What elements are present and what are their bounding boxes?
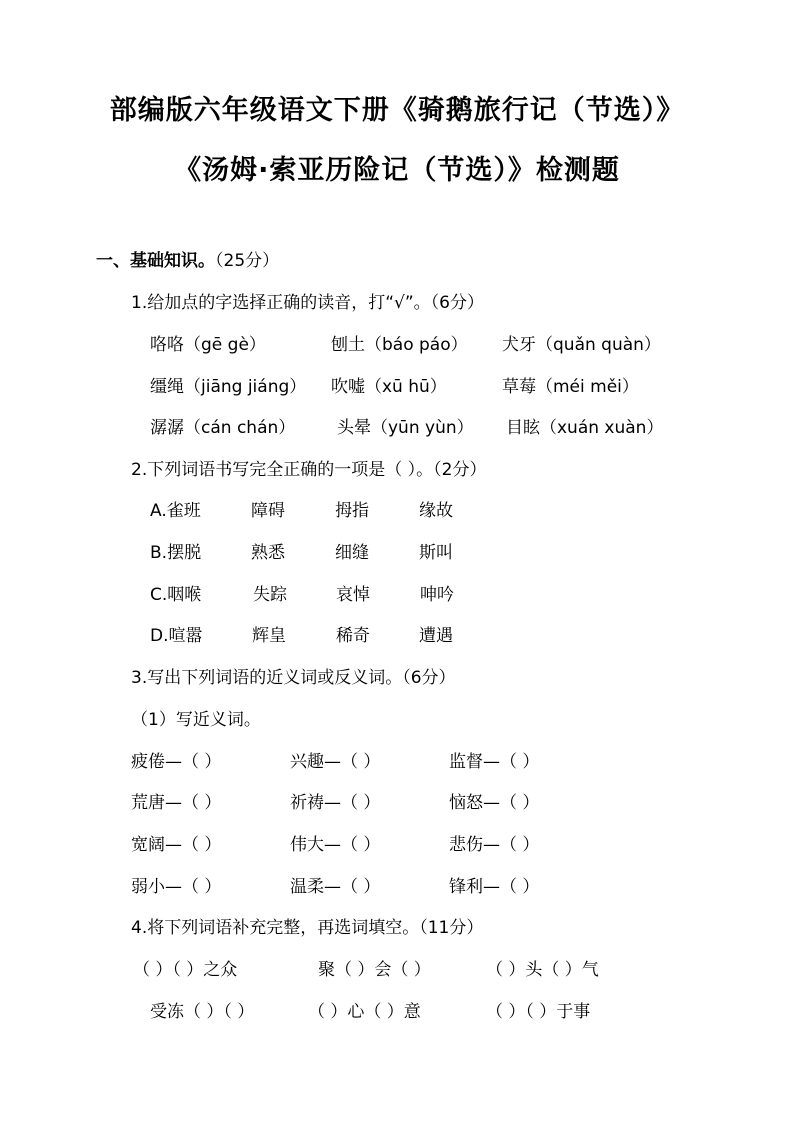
q4-idiom-blank: （ ）心（ ）意: [308, 1002, 421, 1022]
q3-blank: 荒唐—（ ）: [131, 793, 222, 813]
q2-option-d-word: 遭遇: [419, 626, 453, 646]
q2-option-d-word: 稀奇: [336, 626, 370, 646]
q1-item: 目眩（xuán xuàn）: [506, 418, 664, 438]
q2-option-d-word: D.喧嚣: [150, 626, 203, 646]
q4-idiom-blank: （ ）（ ）于事: [486, 1002, 591, 1022]
question-3-subheading: （1）写近义词。: [131, 710, 261, 730]
q3-blank: 祈祷—（ ）: [290, 793, 381, 813]
q2-option-c-word: 呻吟: [420, 585, 454, 605]
q2-option-a-word: 障碍: [251, 501, 285, 521]
q3-blank: 宽阔—（ ）: [131, 835, 222, 855]
document-title-line-1: 部编版六年级语文下册《骑鹅旅行记（节选）》: [109, 95, 685, 126]
q2-option-b-word: 熟悉: [251, 543, 285, 563]
q2-option-c-word: 哀悼: [336, 585, 370, 605]
q4-idiom-blank: （ ）头（ ）气: [486, 960, 599, 980]
q2-option-a-word: A.雀班: [150, 501, 201, 521]
question-3-stem: 3.写出下列词语的近义词或反义词。（6分）: [131, 668, 456, 688]
q3-blank: 监督—（ ）: [449, 752, 540, 772]
q1-item: 潺潺（cán chán）: [150, 418, 296, 438]
q2-option-a-word: 拇指: [335, 501, 369, 521]
q2-option-c-word: C.咽喉: [150, 585, 202, 605]
q3-blank: 伟大—（ ）: [290, 835, 381, 855]
question-2-stem: 2.下列词语书写完全正确的一项是（ ）。（2分）: [131, 460, 487, 480]
q1-item: 草莓（méi měi）: [502, 377, 639, 397]
q3-blank: 温柔—（ ）: [290, 877, 381, 897]
section-1-heading: [96, 250, 279, 272]
q1-item: 刨土（báo páo）: [331, 335, 468, 355]
q1-item: 缰绳（jiāng jiáng）: [150, 377, 307, 397]
q2-option-d-word: 辉皇: [252, 626, 286, 646]
q1-item: 咯咯（gē gè）: [150, 335, 266, 355]
q3-blank: 恼怒—（ ）: [449, 793, 540, 813]
q3-blank: 兴趣—（ ）: [290, 752, 381, 772]
q2-option-b-word: B.摆脱: [150, 543, 202, 563]
q2-option-b-word: 斯叫: [419, 543, 453, 563]
q3-blank: 悲伤—（ ）: [449, 835, 540, 855]
question-4-stem: 4.将下列词语补充完整，再选词填空。（11分）: [131, 918, 484, 938]
q1-item: 头晕（yūn yùn）: [337, 418, 474, 438]
q1-item: 犬牙（quǎn quàn）: [502, 335, 661, 355]
section-1-title: 一、基础知识。: [96, 251, 215, 271]
q3-blank: 疲倦—（ ）: [131, 752, 222, 772]
q4-idiom-blank: 聚（ ）会（ ）: [318, 960, 431, 980]
document-title-line-2: 《汤姆·索亚历险记（节选）》检测题: [174, 155, 620, 186]
q2-option-b-word: 细缝: [335, 543, 369, 563]
q2-option-a-word: 缘故: [419, 501, 453, 521]
q2-option-c-word: 失踪: [253, 585, 287, 605]
q4-idiom-blank: 受冻（ ）（ ）: [150, 1002, 255, 1022]
question-1-stem: 1.给加点的字选择正确的读音，打“√”。（6分）: [131, 293, 484, 313]
q3-blank: 弱小—（ ）: [131, 877, 222, 897]
q1-item: 吹嘘（xū hū）: [331, 377, 447, 397]
q3-blank: 锋利—（ ）: [449, 877, 540, 897]
section-1-score: （25分）: [215, 251, 280, 271]
q4-idiom-blank: （ ）（ ）之众: [133, 960, 238, 980]
